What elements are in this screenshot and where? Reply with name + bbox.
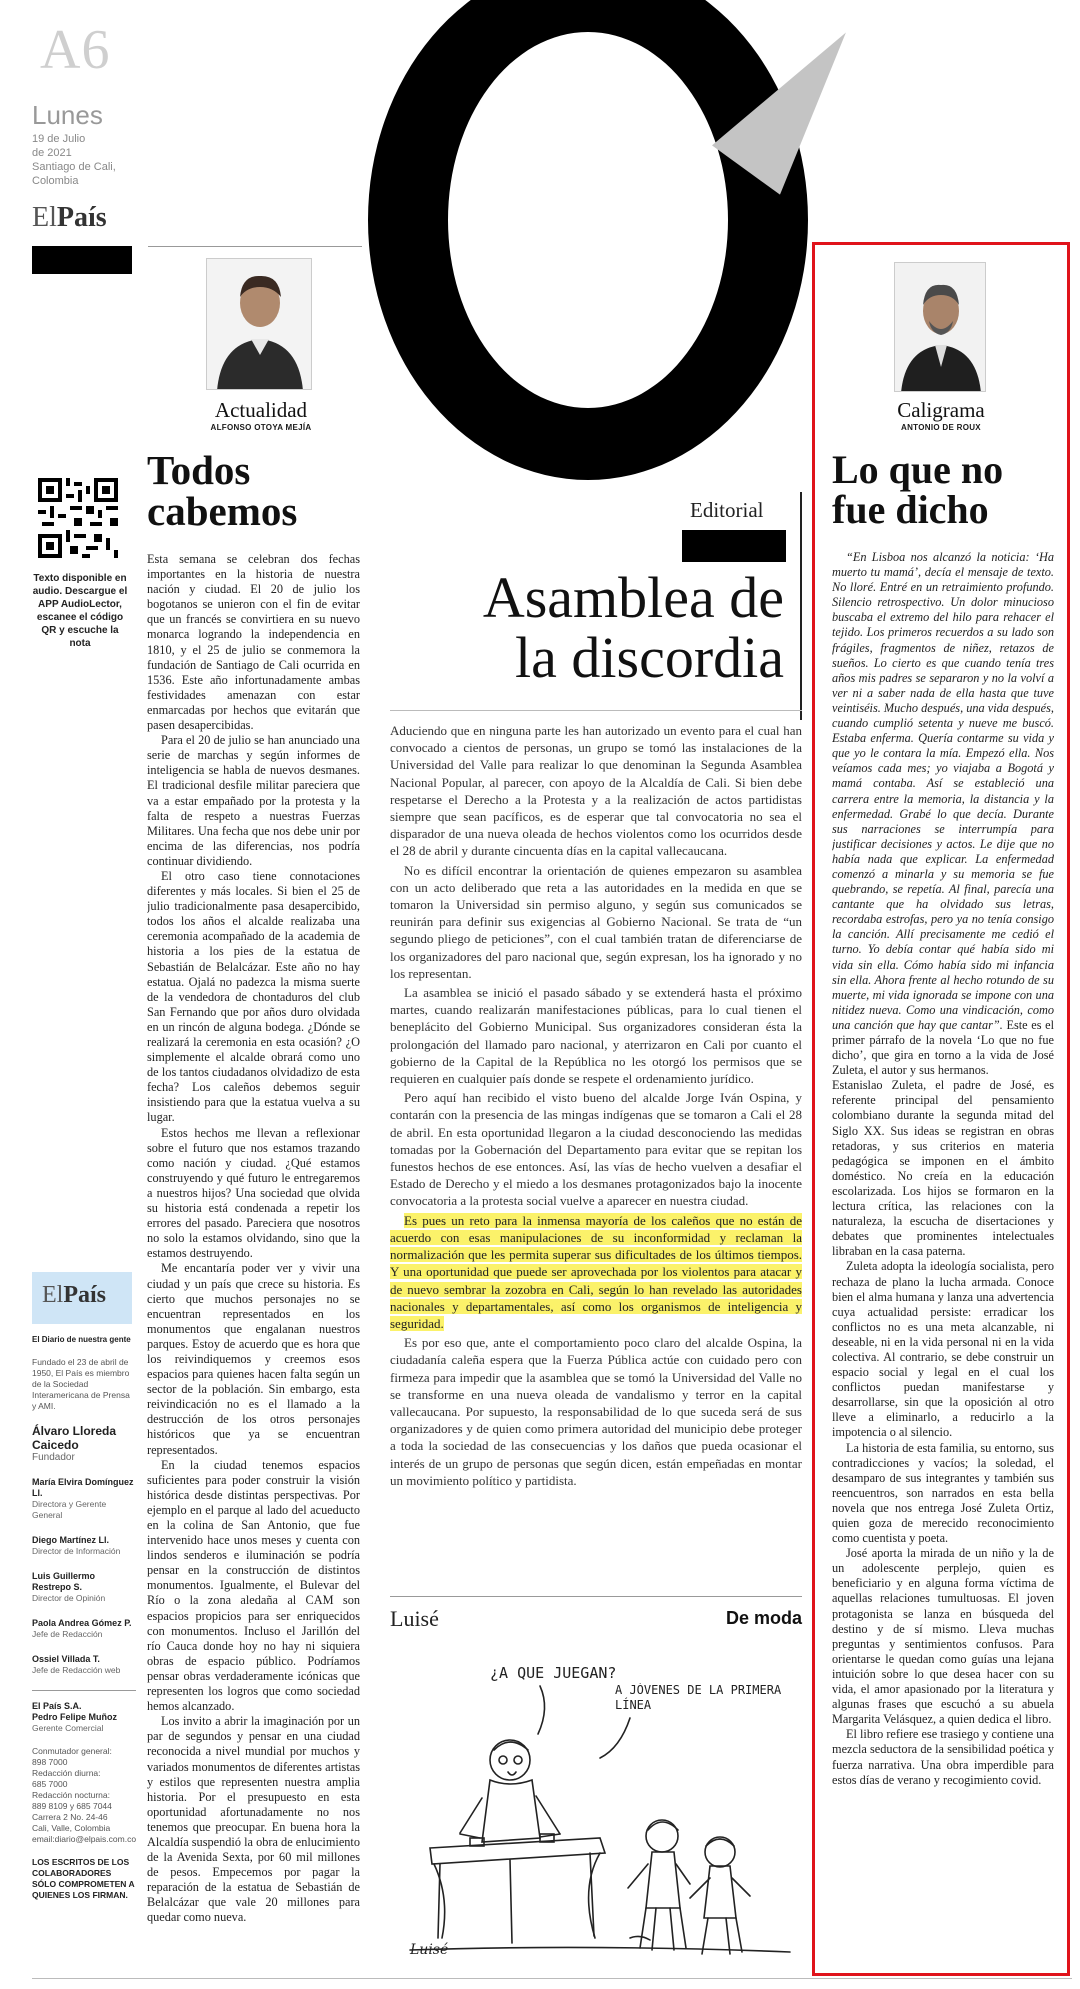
contact-line: Redacción nocturna: — [32, 1790, 110, 1800]
editorial-paragraph: Aduciendo que en ninguna parte les han autorizado un evento para el cual han convocado a cientos de personas, un grupo se tomó las instalaciones de la Universidad del Valle para realizar lo que denominan la Segunda Asamblea Nacional Popular, al parecer, con apoyo de la Alcaldía de Cali. Si bien debe respetarse el Derecho a la Protesta y a la realización de actos partidistas siempre que sean pacíficos, es de esperar que tal convocatoria no sea el disparador de una nueva oleada de hechos violentos como los ocurridos desde el 28 de abril y durante cincuenta días en la capital vallecaucana. — [390, 723, 802, 859]
cartoon-signature: Luisé — [410, 1942, 449, 1958]
masthead-logo — [32, 1272, 132, 1309]
logo-light: El — [32, 202, 57, 233]
editorial-vertical-rule — [800, 492, 802, 720]
date-line-1: 19 de Julio — [32, 133, 86, 145]
newspaper-logo — [32, 202, 107, 234]
contact-email[interactable]: email:diario@elpais.com.co — [32, 1834, 137, 1844]
byline-actualidad: ALFONSO OTOYA MEJÍA — [210, 423, 312, 432]
headline-line-1: Lo que no — [832, 447, 1004, 492]
masthead-staff-0 — [32, 1424, 136, 1463]
cartoon-drawing-icon — [390, 1638, 802, 1968]
article-paragraph: Para el 20 de julio se han anunciado una serie de marchas y según informes de inteligencia se habla de nuevos desmanes. El tradicional desfile militar pareciera que va a estar empañado por la protesta y la falta de respeto a nuestras Fuerzas Militares. Una fecha que nos debe unir por encima de las diferencias, nos podría continuar dividiendo. — [147, 733, 360, 868]
day-name: Lunes — [32, 100, 103, 130]
cartoon-artist: Luisé — [390, 1606, 439, 1631]
article-paragraph: Estanislao Zuleta, el padre de José, es referente principal del pensamiento colombiano durante la segunda mitad del Siglo XX. Sus ideas se registran en obras retadoras, y sus criterios en materia pedagógica se imponen en el ámbito doméstico. No creía en la educación escolarizada. Los hijos se formaron en la lectura crítica, las relaciones con la naturaleza, la escucha de disertaciones y debates que prominentes intelectuales libraban en la casa paterna. — [832, 1078, 1054, 1259]
masthead-commercial-role: Gerente Comercial — [32, 1723, 104, 1733]
black-bar-left — [32, 246, 132, 274]
headline-line-2: fue dicho — [832, 487, 989, 532]
editorial-label: Editorial — [690, 498, 764, 522]
staff-role: Director de Opinión — [32, 1593, 106, 1603]
staff-role: Jefe de Redacción — [32, 1629, 103, 1639]
staff-name: Álvaro Lloreda Caicedo — [32, 1424, 117, 1452]
editorial-body — [390, 722, 802, 1578]
editorial-paragraph: La asamblea se inició el pasado sábado y se extenderá hasta el próximo martes, cuando realizarán manifestaciones públicas, para lo cual tienen el beneplácito del Gobierno Municipal. Sus organizadores consideran ésta la prolongación del llamado paro nacional, y aterrizaron en Cali por cuanto el gobierno de la Capital de la República no les otorgó los permisos que se requieren en cualquier país donde se respete el ordenamiento jurídico. — [390, 985, 802, 1087]
masthead-founded: Fundado el 23 de abril de 1950, El País es miembro de la Sociedad Interamericana de Prensa y AMI. — [32, 1357, 130, 1411]
staff-name: Diego Martínez Ll. — [32, 1535, 110, 1545]
staff-name: Luis Guillermo Restrepo S. — [32, 1571, 96, 1592]
section-title-actualidad: Actualidad — [214, 398, 308, 422]
byline-caligrama: ANTONIO DE ROUX — [901, 423, 981, 432]
novel-excerpt: “En Lisboa nos alcanzó la noticia: ‘Ha muerto tu mamá’, decía el mensaje de texto. No lloré. Entré en un retraimiento profundo. Silencio retrospectivo. Un dolor minucioso buscaba el extremo del hilo para rehacer el tejido. Los primeros recuerdos a su lado son frágiles, fragmentos de niñez, retazos de sueños. Lo cierto es que cuando tenía tres años mis padres se separaron y no la volví a ver ni a saber nada de ella hasta que tuve veintiséis. Mucho después, una vida después, cuando cumplió setenta y nueve me buscó. Estaba enferma. Quería contarme su vida y que yo le contara la mía. Empezó ella. Nos veíamos cada mes; yo viajaba a Bogotá y mamá contaba. Así se estableció una carrera entre la memoria, la distancia y la enfermedad. Grabé lo que decía. Durante sus narraciones se interrumpía para justificar decisiones y actos. Le dije que no había nada que explicar. La enfermedad comenzó a minarla y su memoria se fue quebrando, se repetía. Al final, parecía una cantante que ha olvidado sus letras, recordaba estrofas, pero ya no tenía consigo la canción. Allí precisamente me cedió el turno. Yo debía contar qué había sido mi vida sin ella. Cómo había sido mi infancia sin ella. Ahora frente al hecho rotundo de su muerte, mi vida ignorada se impone con una nitidez nueva. Como una vindicación, como una canción que hay que cantar”. — [832, 550, 1054, 1032]
headline-line-2: cabemos — [147, 488, 298, 534]
contact-line: Conmutador general: — [32, 1746, 112, 1756]
masthead-staff-1 — [32, 1477, 136, 1521]
qr-caption: Texto disponible en audio. Descargue el APP AudioLector, escanee el código QR y escuche la nota — [32, 573, 128, 649]
contact-line: Redacción diurna: — [32, 1768, 101, 1778]
headline-lo-que-no-fue-dicho — [832, 447, 1062, 532]
masthead — [32, 1334, 136, 1901]
page-number: A6 — [40, 19, 111, 81]
masthead-logo-light: El — [42, 1282, 64, 1308]
editorial-highlighted-paragraph: Es pues un reto para la inmensa mayoría de los caleños que no están de acuerdo con esas manipulaciones de su inconformidad y reclaman la normalización que les permita superar sus dificultades de los últimos tiempos. Y una oportunidad que puede ser aprovechada por los violentos para atacar y de nuevo sembrar la zozobra en Cali, según lo han revelado las autoridades nacionales y departamentales, así como los organismos de inteligencia y seguridad. — [390, 1212, 802, 1331]
masthead-logo-bold: País — [63, 1282, 106, 1308]
top-rule — [148, 246, 362, 247]
editorial-headline-line-1: Asamblea de — [482, 565, 784, 630]
article-paragraph: Me encantaría poder ver y vivir una ciudad y un país que crece su historia. Es cierto que muchos personajes no se encuentran representados en los monumentos que engalanan nuestros parques. Estoy de acuerdo que es hora que los reivindiquemos y creemos esos espacios para quienes hacen falta según un sector de la población. Sin embargo, esta reivindicación no es el llamado a la destrucción de los otros personajes históricos que ya se encuentran representados. — [147, 1261, 360, 1457]
person-silhouette-icon — [895, 263, 986, 392]
masthead-disclaimer: LOS ESCRITOS DE LOS COLABORADORES SÓLO COMPROMETEN A QUIENES LOS FIRMAN. — [32, 1857, 135, 1900]
cartoon-top-rule — [390, 1596, 802, 1597]
columnist-photo-roux — [894, 262, 986, 392]
qr-code[interactable] — [38, 478, 118, 558]
person-silhouette-icon — [207, 259, 312, 390]
contact-line: Cali, Valle, Colombia — [32, 1823, 111, 1833]
excerpt-continuation: Este es el primer párrafo de la novela ‘Lo que no fue dicho’, que gira en torno a la vida de José Zuleta, el autor y sus hermanos. — [832, 1017, 1054, 1078]
date-line — [32, 132, 132, 188]
date-line-3: Santiago de Cali, — [32, 161, 116, 173]
editorial-paragraph: No es difícil encontrar la orientación de quienes empezaron su asamblea con un acto deliberado que reta a las autoridades en la medida en que se tomaron la Universidad sin permiso alguno, y según sus comunicados se reunirán para definir sus exigencias al Gobierno Nacional. Se trata de “un segundo pliego de peticiones”, con el cual también tratan de diferenciarse de los organizadores del paro nacional que, según expresan, los ha ignorado y no los representan. — [390, 862, 802, 981]
bottom-rule — [32, 1978, 1072, 1979]
article-paragraph: El libro refiere ese trasiego y contiene una mezcla seductora de la sensibilidad poética y fuerza narrativa. Una obra imperdible para estos días de verano y recogimiento covid. — [832, 1727, 1054, 1787]
article-paragraph: Los invito a abrir la imaginación por un par de segundos y pensar en una ciudad reconocida a nivel mundial por muchos y variados monumentos de diferentes artistas y estilos que representen nuestra amplia historia. Por el presupuesto en esta oportunidad afortunadamente no nos tenemos que preocupar. En buena hora la Alcaldía suspendió la obra de enlucimiento de la Avenida Sexta, por 60 mil millones de pesos. Empecemos por pagar la reparación de la estatua de Sebastián de Belalcázar que vale 20 millones para quedar como nueva. — [147, 1714, 360, 1925]
masthead-logo-box — [32, 1272, 132, 1324]
article-paragraph: La historia de esta familia, su entorno, sus contradicciones y vacíos; la soledad, el desamparo de sus integrantes y también sus reencuentros, son narrados en esta bella novela que nos entrega José Zuleta Ortiz, quien goza de merecido reconocimiento como cuentista y poeta. — [832, 1440, 1054, 1546]
masthead-staff-4 — [32, 1618, 136, 1640]
logo-bold: País — [56, 202, 107, 233]
staff-name: Paola Andrea Gómez P. — [32, 1618, 132, 1628]
cartoon-bubble-2-container — [615, 1683, 795, 1733]
date-line-2: de 2021 — [32, 147, 72, 159]
big-o-graphic — [368, 0, 808, 480]
editorial-rule — [390, 710, 802, 711]
staff-name: María Elvira Domínguez Ll. — [32, 1477, 134, 1498]
headline-line-1: Todos — [147, 447, 251, 493]
columnist-photo-otoya — [206, 258, 312, 390]
editorial-black-bar — [682, 530, 786, 562]
masthead-divider — [32, 1690, 136, 1691]
contact-line: 889 8109 y 685 7044 — [32, 1801, 112, 1811]
article-paragraph: Esta semana se celebran dos fechas importantes en la historia de nuestra nación y ciudad. El 20 de julio los bogotanos se unieron con el fin de evitar que un francés se convirtiera en su nuevo monarca logrando la independencia en 1810, y el 25 de julio se conmemora la fundación de Santiago de Cali ocurrida en 1536. Este año infortunadamente ambas festividades amenazan con estar enmarcadas por hechos que evitarán que pasen desapercibidas. — [147, 552, 360, 733]
editorial-paragraph: Pero aquí han recibido el visto bueno del alcalde Jorge Iván Ospina, y contarán con la presencia de las mingas indígenas que se tomaron a Cali el 28 de abril. En esta oportunidad llegaron a la ciudad desconociendo las medidas tomadas por la Gobernación del Departamento para evitar que se repitan los funestos hechos de ese entonces. Así, las vías de hecho vuelven a desafiar el Estado de Derecho y el miedo a los desmanes protagonizados bajo la inocente convocatoria a la protesta social vuelve a aparecer en nuestra ciudad. — [390, 1090, 802, 1209]
article-lo-que-no-fue-dicho — [832, 550, 1054, 1966]
cartoon-bubble-1: ¿A QUE JUEGAN? — [490, 1664, 617, 1682]
contact-line: 685 7000 — [32, 1779, 68, 1789]
section-title-caligrama: Caligrama — [897, 398, 985, 422]
headline-todos-cabemos — [147, 447, 347, 534]
masthead-staff-5 — [32, 1654, 136, 1676]
staff-role: Jefe de Redacción web — [32, 1665, 121, 1675]
qr-code-icon — [38, 478, 118, 558]
staff-role: Director de Información — [32, 1546, 121, 1556]
article-paragraph: En la ciudad tenemos espacios suficientes para poder construir la visión histórica desde distintas perspectivas. Por ejemplo en el parque al lado del acueducto en la colina de San Antonio, que fue intervenido hace unos meses y cuenta con lindos senderos e iluminación se podría pensar en la construcción de distintos monumentos. Igualmente, el Bulevar del Río o la zona aledaña al CAM son espacios propicios para ser enriquecidos con monumentos. Incluso el Jarillón del río Cauca donde hoy no hay ni siquiera obras de espacio público. Podríamos pensar obras verdaderamente icónicas que representen los logros que como sociedad hemos alcanzado. — [147, 1457, 360, 1714]
article-paragraph: Estos hechos me llevan a reflexionar sobre el futuro que nos estamos trazando como nación y ciudad. ¿Qué estamos construyendo y qué futuro le entregaremos a nuestros hijos? Una sociedad que olvida su historia está condenada a repetir los errores del pasado. Pareciera que nosotros no solo la estamos olvidando, sino que la estamos destruyendo. — [147, 1125, 360, 1261]
staff-role: Directora y Gerente General — [32, 1499, 107, 1520]
masthead-company: El País S.A. — [32, 1701, 82, 1711]
article-paragraph: El otro caso tiene connotaciones diferentes y más locales. Si bien el 25 de julio tradicionalmente pasa desapercibido, todos los años el alcalde realizaba una ceremonia acompañado de la academia de historia a los pies de la estatua de Sebastián de Belalcázar. Este año no hay estatua. Ojalá no padezca la misma suerte de la vendedora de chontaduros del club San Fernando que por años duro olvidada en un rincón de alguna bodega. ¿Dónde se realizará la ceremonia en esta ocasión? ¿O simplemente el alcalde obrará como uno de los tantos ciudadanos olvidadizo de esta fecha? Los caleños debemos seguir insistiendo para que la estatua vuelva a su lugar. — [147, 868, 360, 1125]
date-line-4: Colombia — [32, 175, 79, 187]
article-paragraph: Zuleta adopta la ideología socialista, pero rechaza de plano la lucha armada. Conoce bien el alma humana y lanza una advertencia cuya actualidad persiste: erradicar los conflictos no es una meta alcanzable, ni deseable, ni en la vida personal ni en la vida colectiva. Al contrario, se debe construir un espacio social y legal en el cual los conflictos puedan manifestarse y desarrollarse, sin que la oposición al otro lleve a eliminarlo, a reducirlo a la impotencia o al silencio. — [832, 1259, 1054, 1440]
cartoon-title: De moda — [725, 1608, 802, 1628]
article-paragraph: José aporta la mirada de un niño y la de un adolescente perplejo, quien es beneficiario y en alguna forma víctima de aquellas relaciones tumultuosas. El joven protagonista se lanza en búsqueda del destino y de sí mismo. Lleva muchas preguntas y sentimientos confusos. Para orientarse le quedan como guías una lejana intuición sobre lo que desea hacer con su vida, el amor apasionado por la literatura y algunas frases que escuchó a su abuela Margarita Velásquez, a quien dedica el libro. — [832, 1546, 1054, 1727]
cartoon-illustration — [390, 1638, 802, 1968]
contact-line: 898 7000 — [32, 1757, 68, 1767]
masthead-staff-3 — [32, 1571, 136, 1604]
article-todos-cabemos — [147, 552, 360, 1962]
editorial-paragraph: Es por eso que, ante el comportamiento poco claro del alcalde Ospina, la ciudadanía caleña espera que la Fuerza Pública actúe con cuidado pero con firmeza para impedir que la asamblea que se tomó la Universidad del Valle no se transforme en una nueva oleada de vandalismo y terror en la capital vallecaucana. Por supuesto, la responsabilidad de lo que suceda será de sus organizadores y de quien como primera autoridad del municipio debe proteger a toda la sociedad de las consecuencias y los daños que pueda ocasionar el interés de un grupo de personas que según dicen, están empeñadas en montar un movimiento político y partidista. — [390, 1335, 802, 1488]
staff-name: Ossiel Villada T. — [32, 1654, 100, 1664]
editorial-headline-line-2: la discordia — [515, 625, 784, 690]
contact-line: Carrera 2 No. 24-46 — [32, 1812, 108, 1822]
masthead-commercial-name: Pedro Felipe Muñoz — [32, 1712, 118, 1722]
masthead-tagline: El Diario de nuestra gente — [32, 1335, 131, 1344]
cartoon-bubble-2: A JÓVENES DE LA PRIMERA LÍNEA — [615, 1683, 782, 1712]
staff-role: Fundador — [32, 1452, 75, 1463]
masthead-staff-2 — [32, 1535, 136, 1557]
editorial-headline — [400, 565, 784, 690]
